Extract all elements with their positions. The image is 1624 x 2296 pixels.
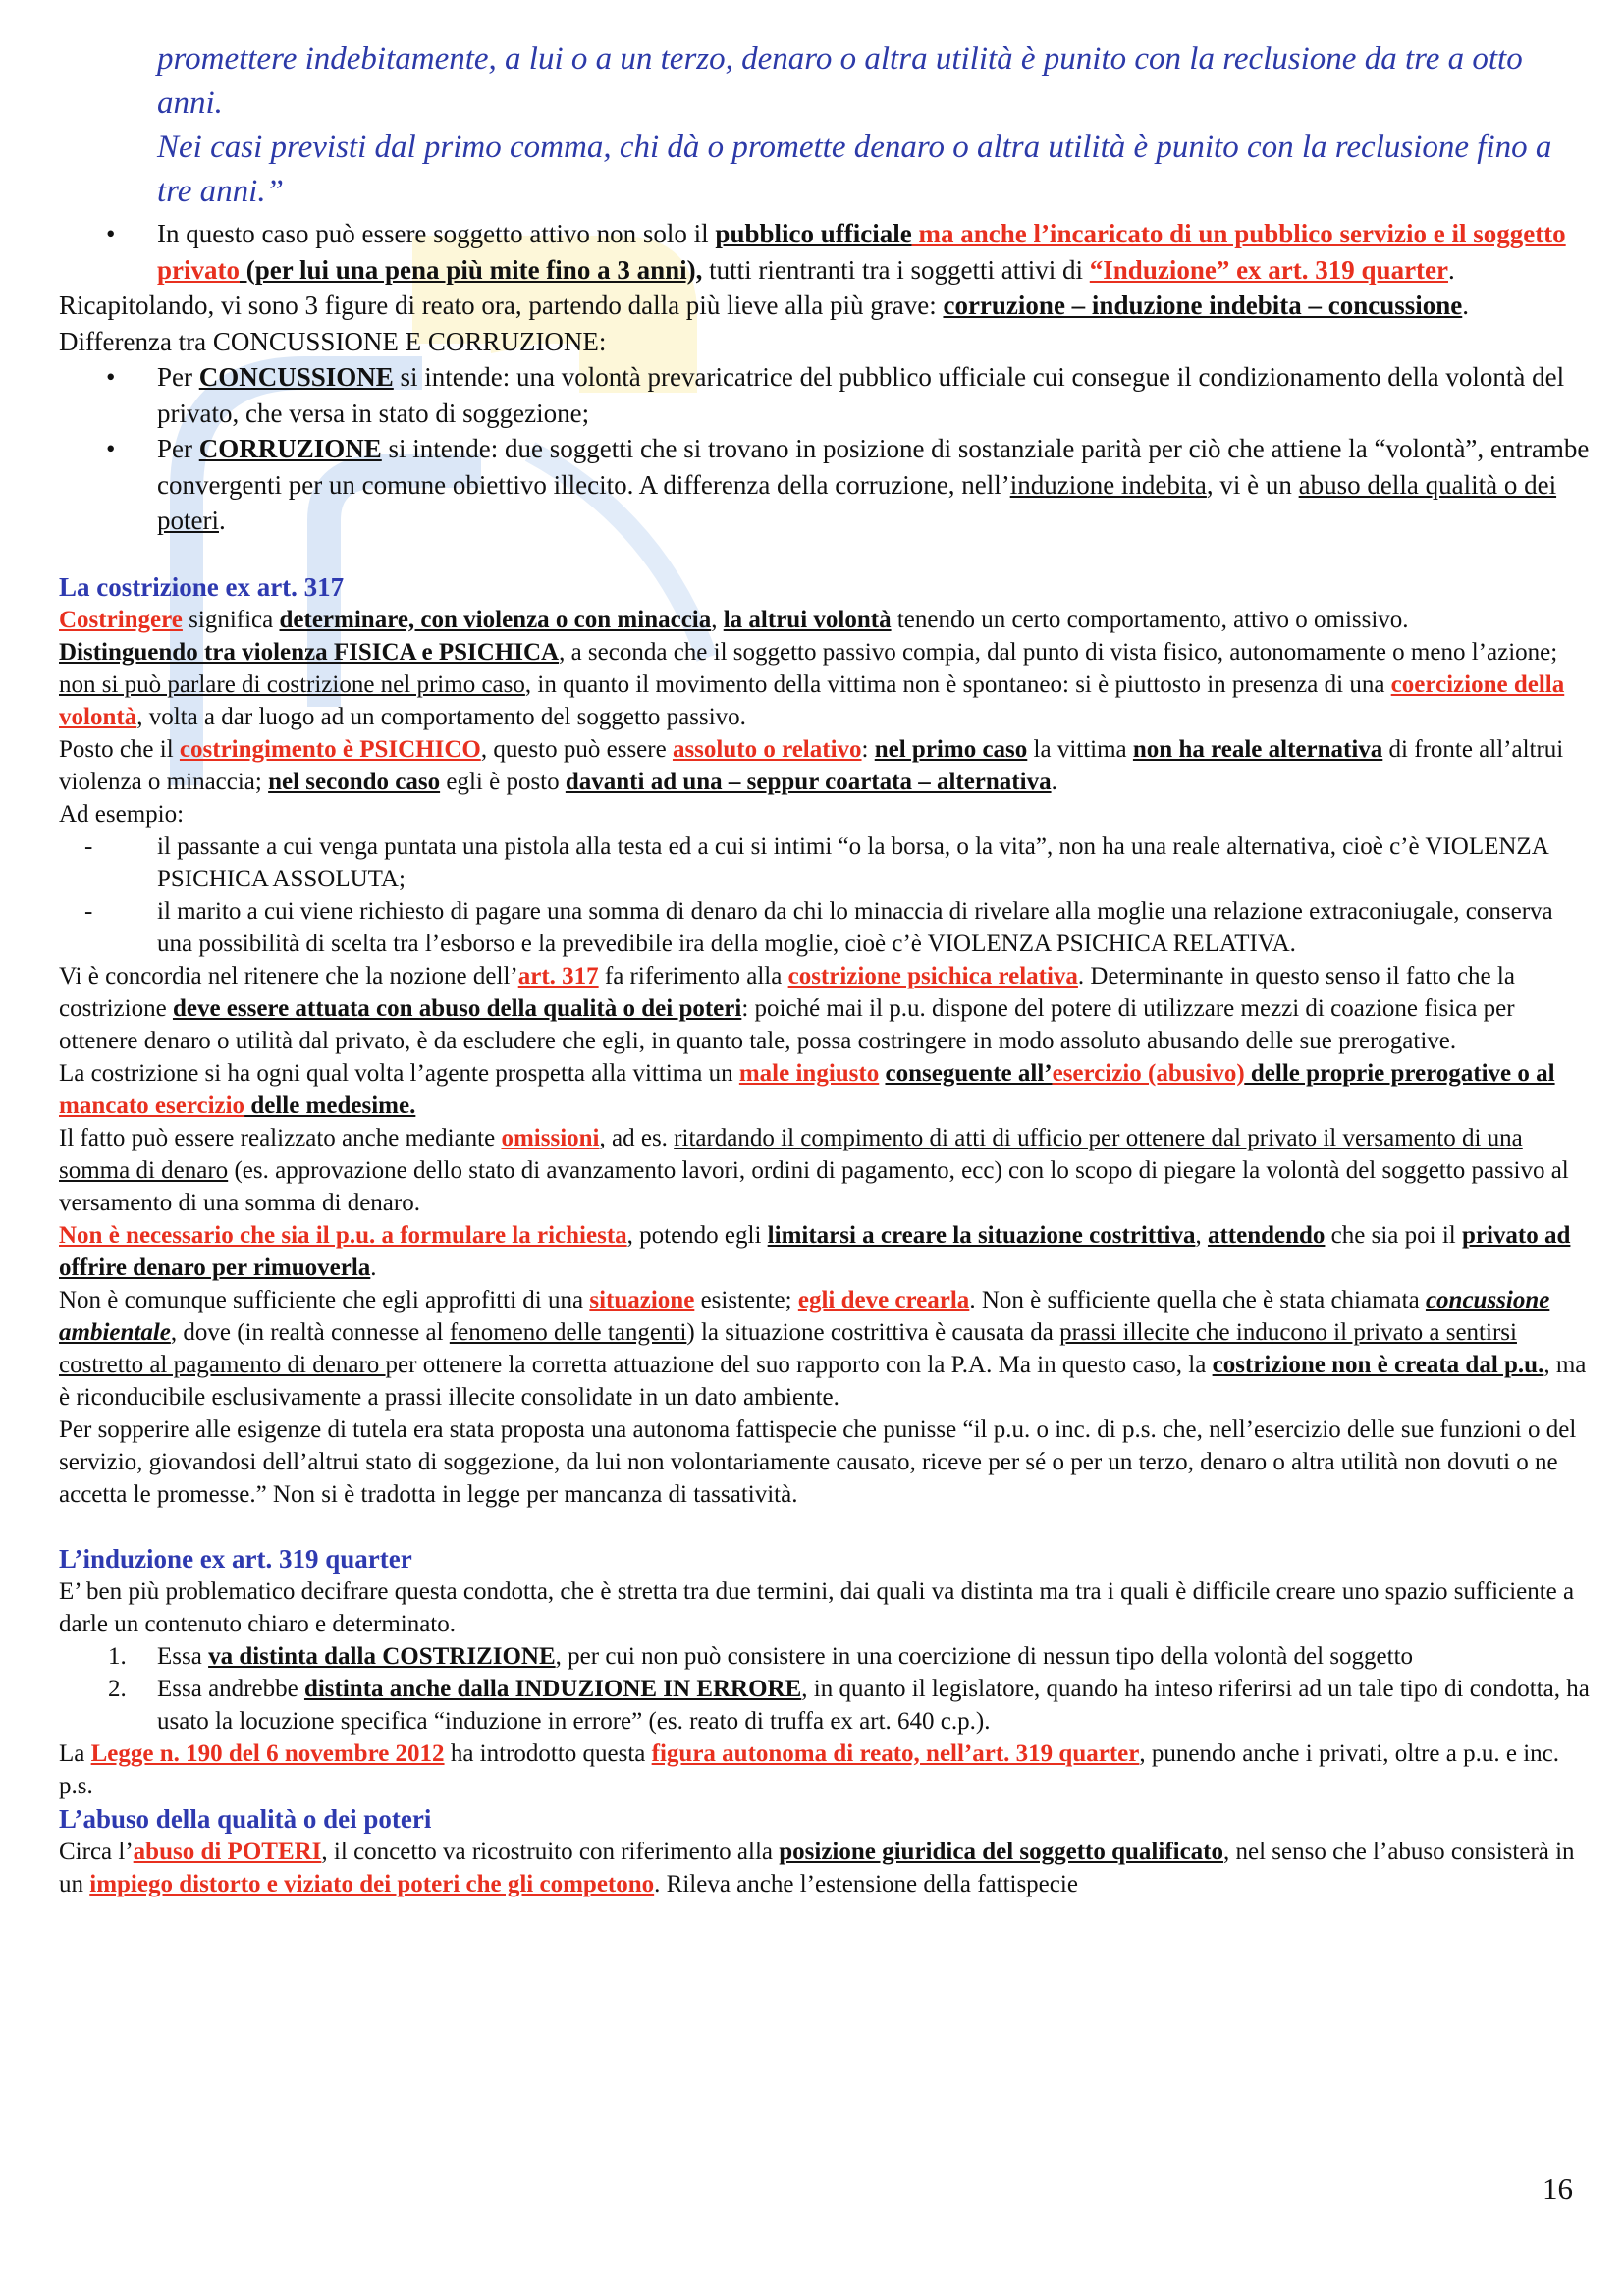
paragraph: Per sopperire alle esigenze di tutela era stata proposta una autonoma fattispecie che punisse “il p.u. o inc. di p.s. che, nell’esercizio delle sue funzioni o del servizio, giovandosi dell’altrui stato di soggezione, da lui non volontariamente causato, riceve per sé o per un terzo, denaro o altra utilità non dovuti o ne accetta le promesse.” Non si è tradotta in legge per mancanza di tassatività. <box>59 1415 1577 1508</box>
bullet-item: • In questo caso può essere soggetto attivo non solo il pubblico ufficiale ma anche l’incaricato di un pubblico servizio e il soggetto privato (per lui una pena più mite fino a 3 anni), tutti rientranti tra i soggetti attivi di “Induzione” ex art. 319 quarter. <box>106 219 1566 285</box>
paragraph: Vi è concordia nel ritenere che la nozione dell’art. 317 fa riferimento alla costrizione psichica relativa. Determinante in questo senso il fatto che la costrizione deve essere attuata con abuso della qualità o dei poteri: poiché mai il p.u. dispone del potere di utilizzare mezzi di coazione fisica per ottenere denaro o utilità dal privato, è da escludere che egli, in quanto tale, possa costringere in modo assoluto abusando delle sue prerogative. <box>59 962 1515 1054</box>
paragraph: E’ ben più problematico decifrare questa condotta, che è stretta tra due termini, dai quali va distinta ma tra i quali è difficile creare uno spazio sufficiente a darle un contenuto chiaro e determinato. <box>59 1577 1575 1637</box>
paragraph: La costrizione si ha ogni qual volta l’agente prospetta alla vittima un male ingiusto conseguente all’esercizio (abusivo) delle proprie prerogative o al mancato esercizio delle medesime. <box>59 1059 1555 1119</box>
bullet-item: • Per CORRUZIONE si intende: due soggetti che si trovano in posizione di sostanziale parità per ciò che attiene la “volontà”, entrambe convergenti per un comune obiettivo illecito. A differenza della corruzione, nell’induzione indebita, vi è un abuso della qualità o dei poteri. <box>106 434 1590 535</box>
section-heading-abuso: L’abuso della qualità o dei poteri <box>59 1803 432 1834</box>
dash-item: - il passante a cui venga puntata una pistola alla testa ed a cui si intimi “o la borsa, o la vita”, non ha una reale alternativa, cioè c’è VIOLENZA PSICHICA ASSOLUTA; <box>84 832 1548 892</box>
numbered-item: 2. Essa andrebbe distinta anche dalla INDUZIONE IN ERRORE, in quanto il legislatore, quando ha inteso riferirsi ad un tale tipo di condotta, ha usato la locuzione specifica “induzione in errore” (es. reato di truffa ex art. 640 c.p.). <box>108 1675 1590 1735</box>
paragraph: Non è comunque sufficiente che egli approfitti di una situazione esistente; egli deve crearla. Non è sufficiente quella che è stata chiamata concussione ambientale, dove (in realtà connesse al fenomeno delle tangenti) la situazione costrittiva è causata da prassi illecite che inducono il privato a sentirsi costretto al pagamento di denaro per ottenere la corretta attuazione del suo rapporto con la P.A. Ma in questo caso, la costrizione non è creata dal p.u., ma è riconducibile esclusivamente a prassi illecite consolidate in un dato ambiente. <box>59 1286 1587 1411</box>
paragraph: Il fatto può essere realizzato anche mediante omissioni, ad es. ritardando il compimento di atti di ufficio per ottenere dal privato il versamento di una somma di denaro (es. approvazione dello stato di avanzamento lavori, ordini di pagamento, ecc) con lo scopo di piegare la volontà del soggetto passivo al versamento di una somma di denaro. <box>59 1124 1569 1216</box>
example-label: Ad esempio: <box>59 800 185 828</box>
bullet-item: • Per CONCUSSIONE si intende: una volontà prevaricatrice del pubblico ufficiale cui consegue il condizionamento della volontà del privato, che versa in stato di soggezione; <box>106 362 1565 428</box>
section-heading-costrizione: La costrizione ex art. 317 <box>59 571 345 602</box>
numbered-item: 1. Essa va distinta dalla COSTRIZIONE, per cui non può consistere in una coercizione di nessun tipo della volontà del soggetto <box>108 1642 1414 1670</box>
paragraph: Non è necessario che sia il p.u. a formulare la richiesta, potendo egli limitarsi a creare la situazione costrittiva, attendendo che sia poi il privato ad offrire denaro per rimuoverla. <box>59 1221 1571 1281</box>
paragraph: Posto che il costringimento è PSICHICO, questo può essere assoluto o relativo: nel primo caso la vittima non ha reale alternativa di fronte all’altrui violenza o minaccia; nel secondo caso egli è posto davanti ad una – seppur coartata – alternativa. <box>59 735 1564 795</box>
page-number: 16 <box>1543 2171 1573 2206</box>
quote-line-2: Nei casi previsti dal primo comma, chi dà o promette denaro o altra utilità è punito con la reclusione fino a tre anni.” <box>157 130 1552 209</box>
difference-title: Differenza tra CONCUSSIONE E CORRUZIONE: <box>59 326 607 356</box>
paragraph: Distinguendo tra violenza FISICA e PSICHICA, a seconda che il soggetto passivo compia, dal punto di vista fisico, autonomamente o meno l’azione; non si può parlare di costrizione nel primo caso, in quanto il movimento della vittima non è spontaneo: si è piuttosto in presenza di una coercizione della volontà, volta a dar luogo ad un comportamento del soggetto passivo. <box>59 638 1565 730</box>
quote-line-1: promettere indebitamente, a lui o a un terzo, denaro o altra utilità è punito con la reclusione da tre a otto anni. <box>157 41 1523 121</box>
section-heading-induzione: L’induzione ex art. 319 quarter <box>59 1543 412 1574</box>
paragraph: Circa l’abuso di POTERI, il concetto va ricostruito con riferimento alla posizione giuridica del soggetto qualificato, nel senso che l’abuso consisterà in un impiego distorto e viziato dei poteri che gli competono. Rileva anche l’estensione della fattispecie <box>59 1838 1575 1897</box>
dash-item: - il marito a cui viene richiesto di pagare una somma di denaro da chi lo minaccia di rivelare alla moglie una relazione extraconiugale, conserva una possibilità di scelta tra l’esborso e la prevedibile ira della moglie, cioè c’è VIOLENZA PSICHICA RELATIVA. <box>84 897 1553 957</box>
paragraph: La Legge n. 190 del 6 novembre 2012 ha introdotto questa figura autonoma di reato, nell’art. 319 quarter, punendo anche i privati, oltre a p.u. e inc. p.s. <box>59 1739 1559 1799</box>
recap-paragraph: Ricapitolando, vi sono 3 figure di reato ora, partendo dalla più lieve alla più grave: corruzione – induzione indebita – concussione. <box>59 291 1469 320</box>
paragraph: Costringere significa determinare, con violenza o con minaccia, la altrui volontà tenendo un certo comportamento, attivo o omissivo. <box>59 606 1409 633</box>
